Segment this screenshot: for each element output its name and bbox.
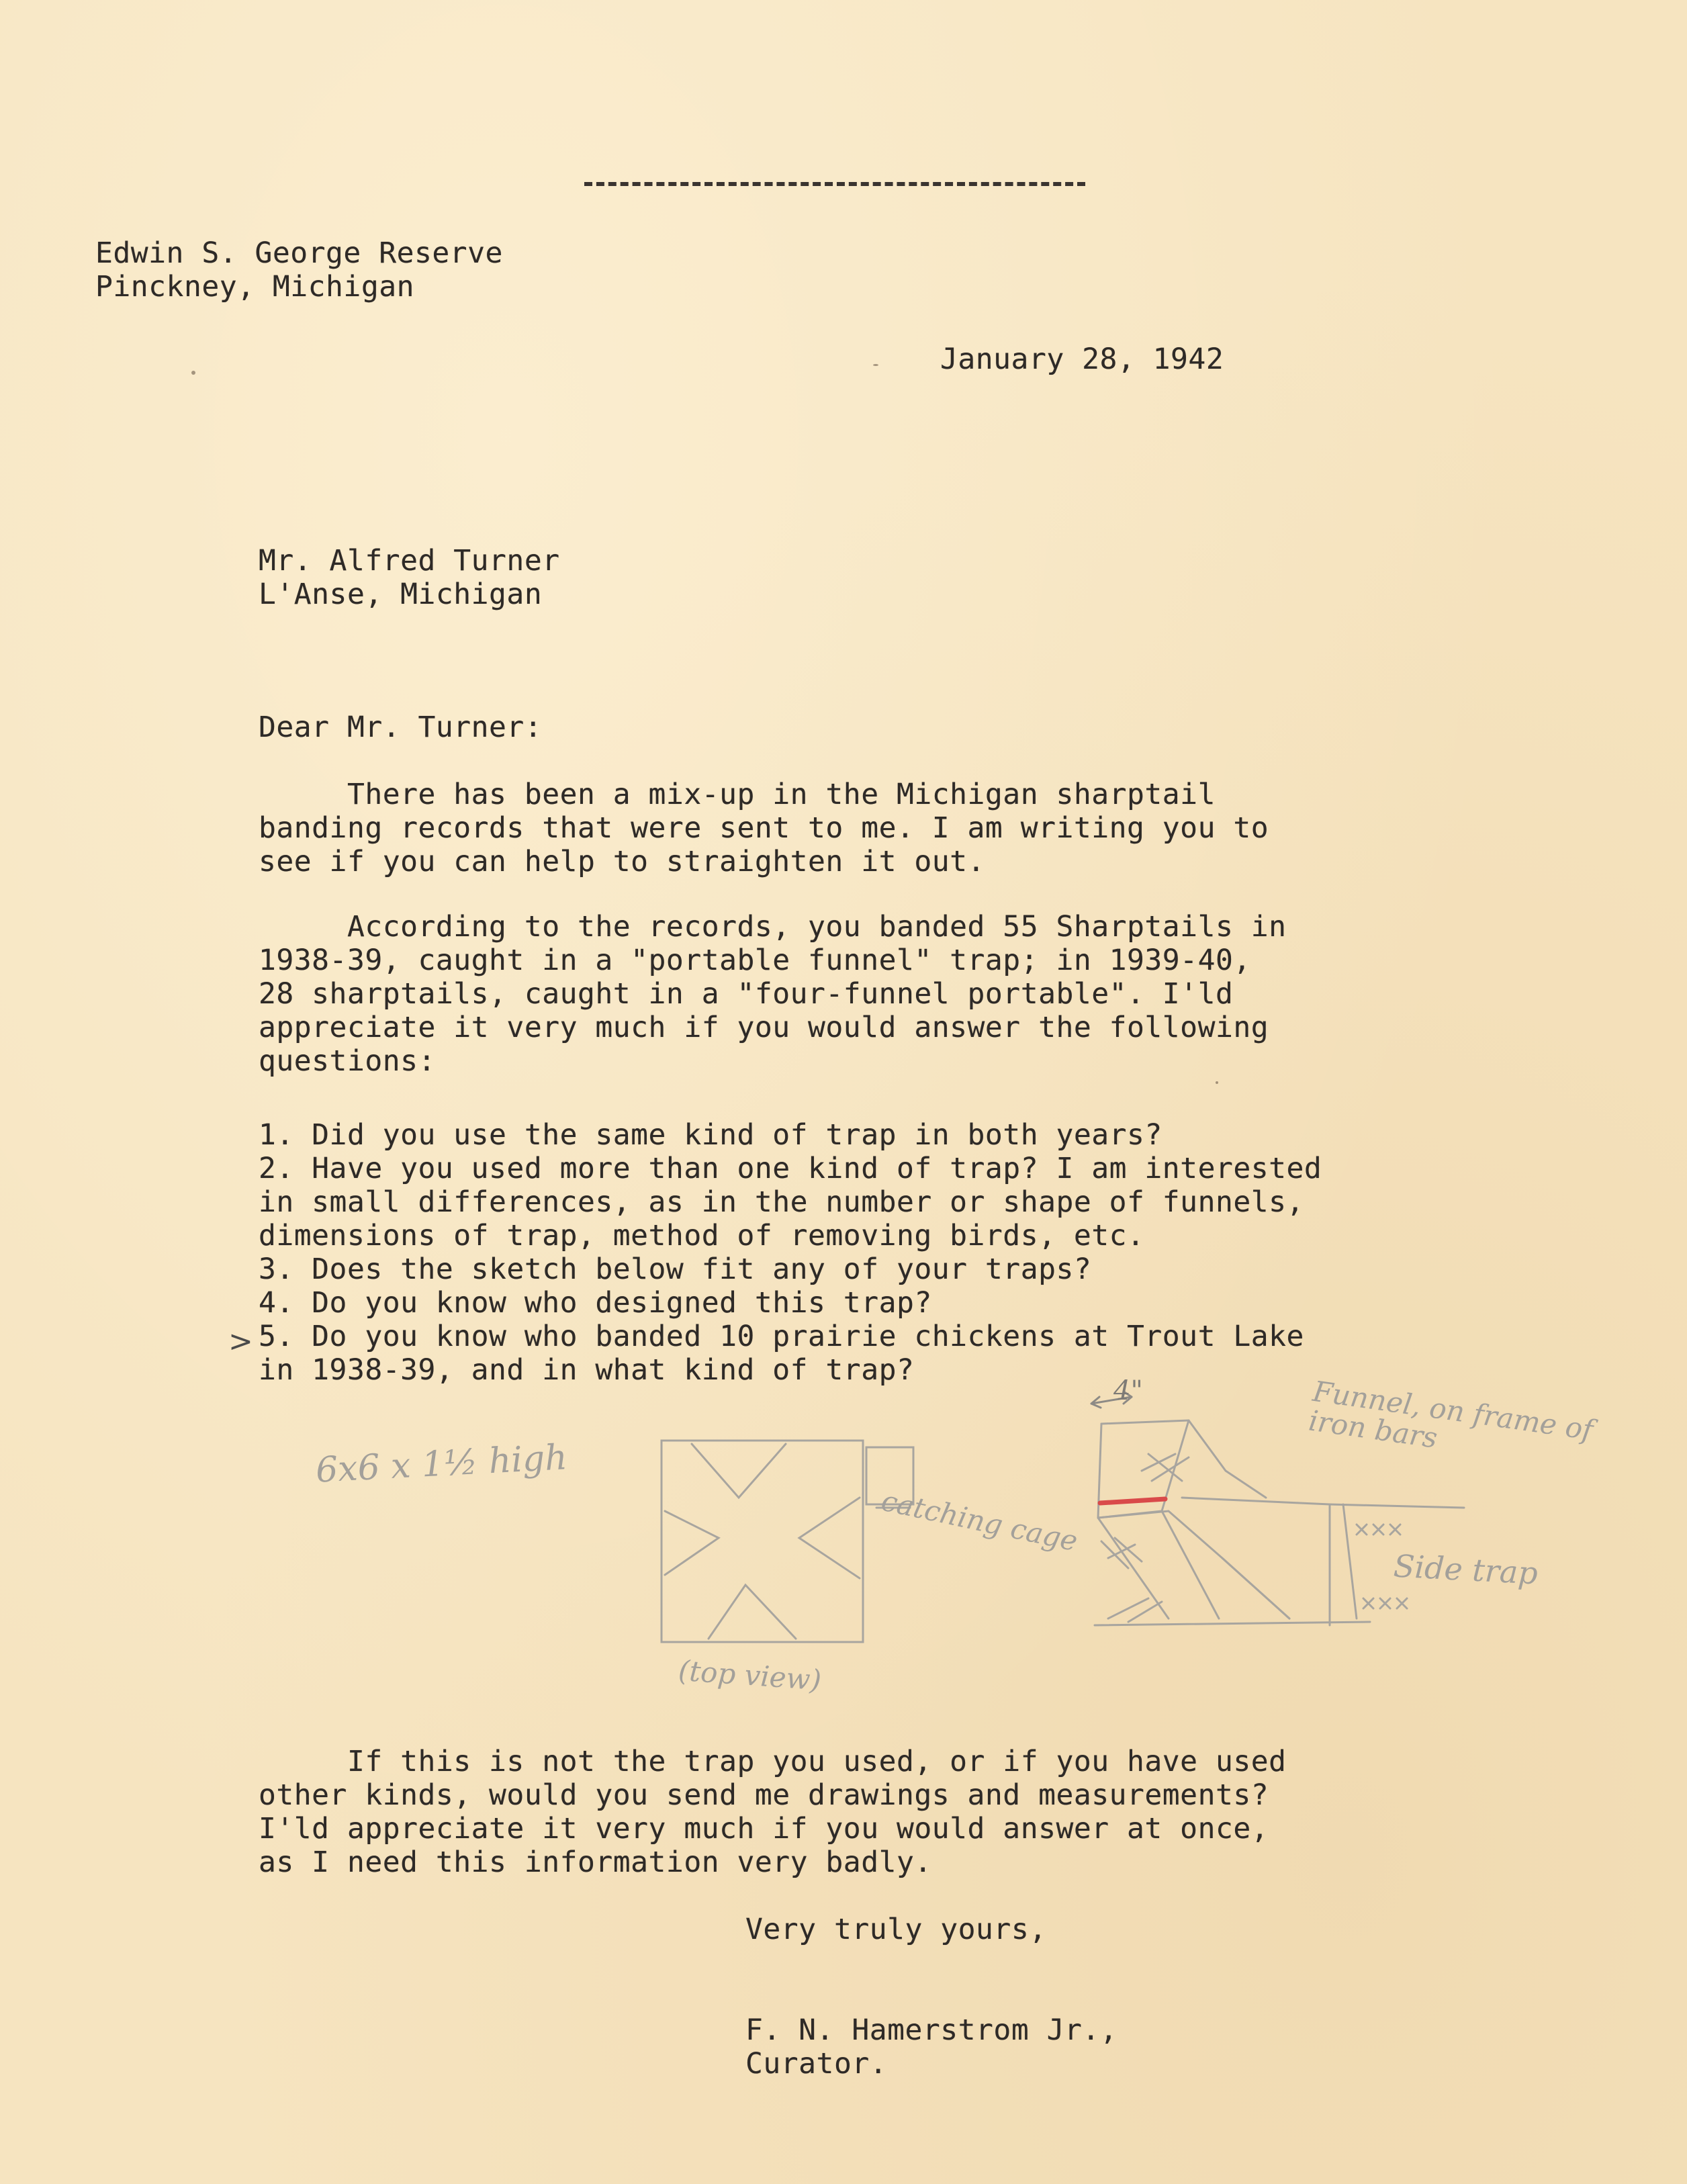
sketch-dimensions-note: 6x6 x 1½ high xyxy=(314,1437,569,1491)
question-line: 5. Do you know who banded 10 prairie chickens at Trout Lake xyxy=(259,1320,1304,1353)
paper-speck xyxy=(1216,1081,1218,1084)
paragraph-line: There has been a mix-up in the Michigan sharptail xyxy=(259,778,1216,811)
header-rule xyxy=(584,182,1085,186)
paragraph-line: 28 sharptails, caught in a "four-funnel portable". I'ld xyxy=(259,977,1234,1011)
paragraph-line: appreciate it very much if you would answer the following xyxy=(259,1011,1269,1044)
return-address-line1: Edwin S. George Reserve xyxy=(95,236,503,270)
question-line: 1. Did you use the same kind of trap in both years? xyxy=(259,1118,1162,1152)
recipient-name: Mr. Alfred Turner xyxy=(259,544,560,578)
top-view-note: (top view) xyxy=(677,1653,823,1697)
signature-title: Curator. xyxy=(745,2047,888,2081)
question-line: in 1938-39, and in what kind of trap? xyxy=(259,1353,915,1387)
signature-name: F. N. Hamerstrom Jr., xyxy=(745,2013,1118,2047)
question-line: 2. Have you used more than one kind of trap? I am interested xyxy=(259,1152,1322,1185)
paragraph-line: If this is not the trap you used, or if you have used xyxy=(259,1745,1287,1778)
margin-arrow-mark: > xyxy=(228,1324,253,1359)
paragraph-line: banding records that were sent to me. I am writing you to xyxy=(259,811,1269,845)
question-line: dimensions of trap, method of removing birds, etc. xyxy=(259,1219,1145,1253)
question-line: 4. Do you know who designed this trap? xyxy=(259,1286,932,1320)
funnel-frame-note: Funnel, on frame of iron bars xyxy=(1306,1374,1596,1455)
return-address-line2: Pinckney, Michigan xyxy=(95,270,414,304)
recipient-place: L'Anse, Michigan xyxy=(259,578,543,611)
side-trap-note: Side trap xyxy=(1392,1547,1539,1592)
catching-cage-note: catching cage xyxy=(878,1484,1081,1558)
question-line: 3. Does the sketch below fit any of your traps? xyxy=(259,1253,1092,1286)
question-line: in small differences, as in the number or shape of funnels, xyxy=(259,1185,1304,1219)
width-mark-note: 4" xyxy=(1113,1375,1143,1406)
paper-speck xyxy=(873,364,878,366)
paper-speck xyxy=(191,371,195,375)
paragraph-line: questions: xyxy=(259,1044,436,1078)
paragraph-line: According to the records, you banded 55 Sharptails in xyxy=(259,910,1287,944)
closing: Very truly yours, xyxy=(745,1913,1047,1946)
paragraph-line: 1938-39, caught in a "portable funnel" trap; in 1939-40, xyxy=(259,944,1251,977)
paragraph-line: see if you can help to straighten it out. xyxy=(259,845,985,878)
paragraph-line: other kinds, would you send me drawings and measurements? xyxy=(259,1778,1269,1812)
paragraph-line: as I need this information very badly. xyxy=(259,1846,932,1879)
letter-date: January 28, 1942 xyxy=(940,343,1224,376)
paragraph-line: I'ld appreciate it very much if you would answer at once, xyxy=(259,1812,1269,1846)
salutation: Dear Mr. Turner: xyxy=(259,711,543,744)
